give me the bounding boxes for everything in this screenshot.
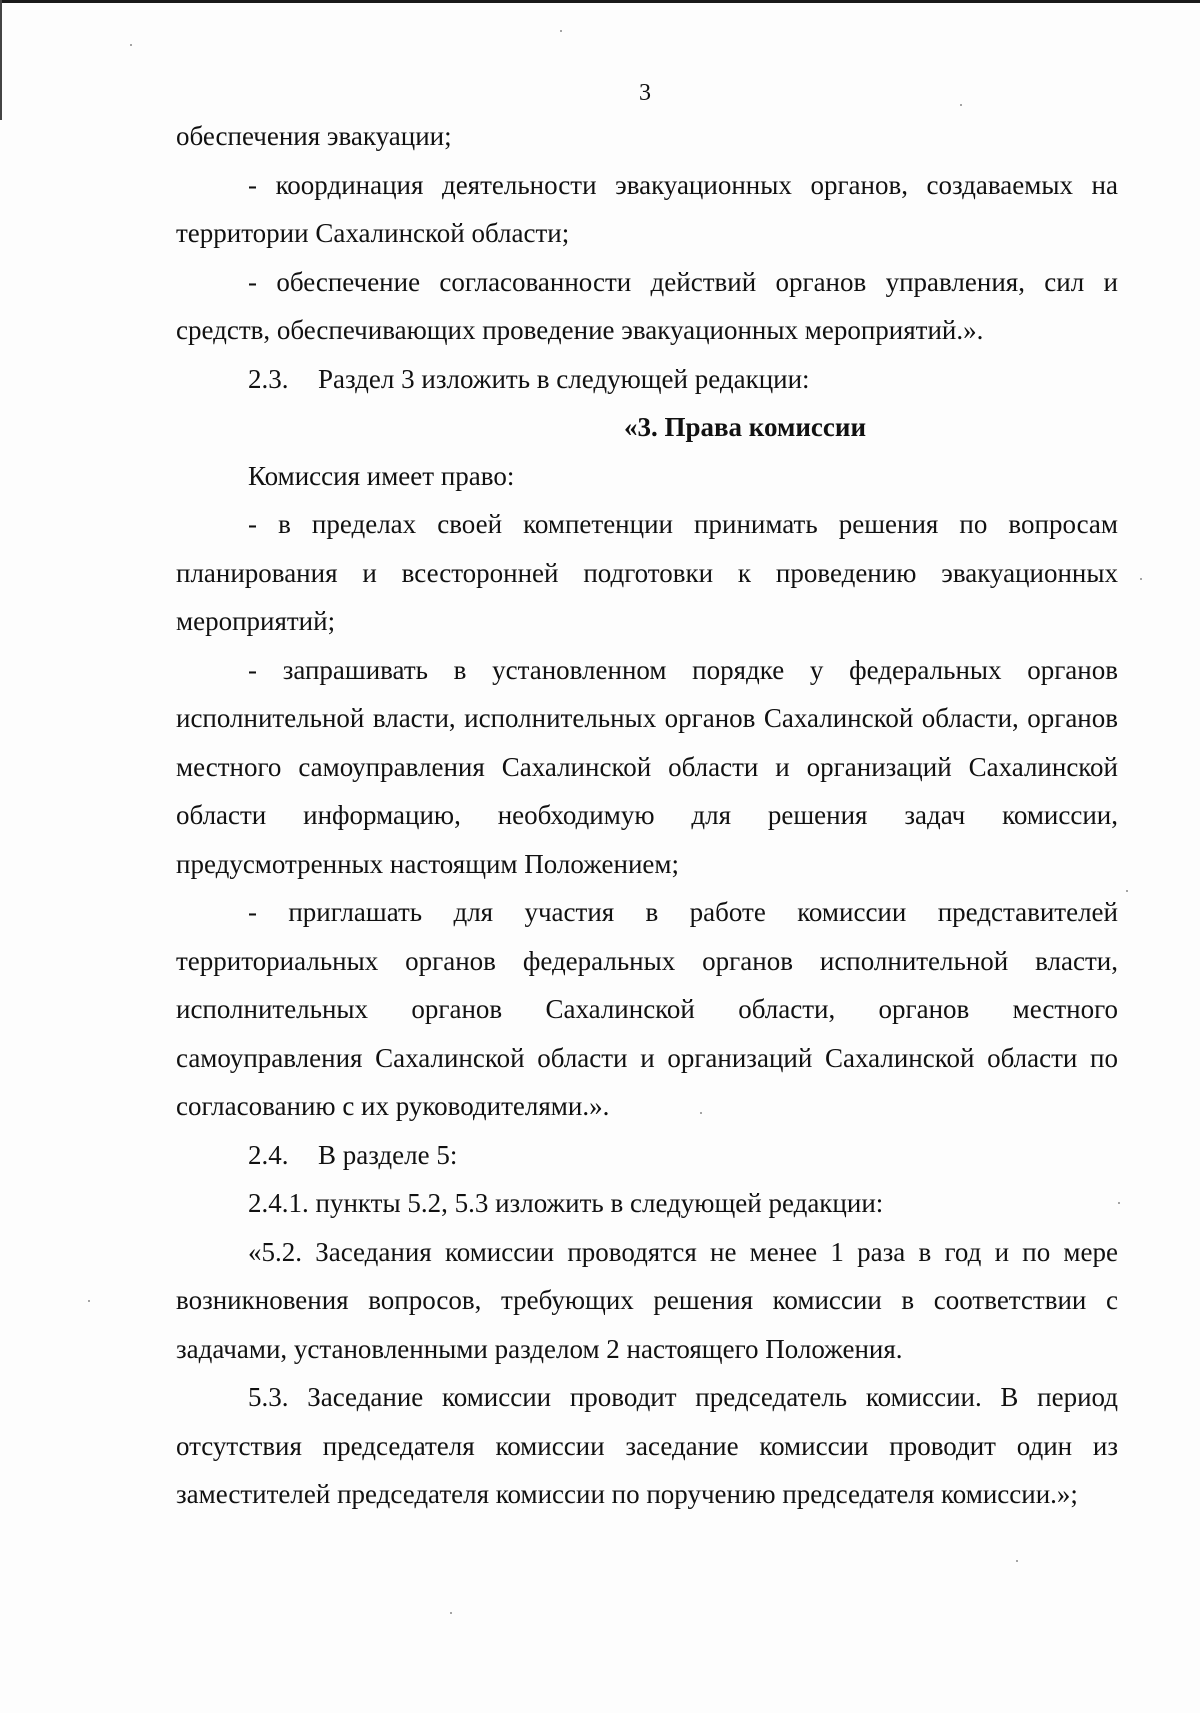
scan-speck [450, 1612, 452, 1614]
clause-text: Раздел 3 изложить в следующей редакции: [318, 363, 810, 394]
scan-speck [560, 30, 562, 32]
clause-2-4 [176, 1131, 1118, 1180]
clause-number: 2.4. [248, 1139, 289, 1170]
page-number: 3 [639, 80, 651, 106]
paragraph-5-2: «5.2. Заседания комиссии проводятся не менее 1 раза в год и по мере возникновения вопросов, требующих решения комиссии в соответствии с задачами, установленными разделом 2 настоящего Положения. [176, 1236, 1118, 1364]
clause-text: В разделе 5: [318, 1139, 458, 1170]
paragraph-coordination: - координация деятельности эвакуационных органов, создаваемых на территории Сахалинской области; [176, 169, 1118, 248]
paragraph-right-decisions: - в пределах своей компетенции принимать решения по вопросам планирования и всесторонней подготовки к проведению эвакуационных мероприятий; [176, 509, 1118, 636]
clause-2-4-1: 2.4.1. пункты 5.2, 5.3 изложить в следующей редакции: [248, 1188, 884, 1218]
scan-speck [960, 104, 962, 106]
scan-edge-top [0, 0, 1200, 3]
clause-2-3 [176, 355, 1118, 404]
clause-number: 2.3. [248, 363, 289, 394]
paragraph-rights-intro: Комиссия имеет право: [248, 460, 515, 491]
paragraph-consistency: - обеспечение согласованности действий органов управления, сил и средств, обеспечивающих проведение эвакуационных мероприятий.». [176, 266, 1118, 345]
scan-speck [130, 44, 132, 46]
scan-speck [1016, 1560, 1018, 1562]
paragraph-5-3: 5.3. Заседание комиссии проводит председатель комиссии. В период отсутствия председателя комиссии заседание комиссии проводит один из заместителей председателя комиссии по поручению председателя комиссии.»; [176, 1382, 1118, 1509]
document-body [176, 112, 1118, 1519]
paragraph-right-request: - запрашивать в установленном порядке у федеральных органов исполнительной власти, исполнительных органов Сахалинской области, органов местного самоуправления Сахалинской области и организаций Сахалинской области информацию, необходимую для решения задач комиссии, предусмотренных настоящим Положением; [176, 654, 1118, 879]
scan-speck [1118, 1202, 1120, 1204]
scan-speck [88, 1300, 90, 1302]
scan-speck [700, 1112, 702, 1114]
paragraph-right-invite: - приглашать для участия в работе комиссии представителей территориальных органов федеральных органов исполнительной власти, исполнительных органов Сахалинской области, органов местного самоуправления Сахалинской области и организаций Сахалинской области по согласованию с их руководителями.». [176, 897, 1118, 1121]
section-heading: «3. Права комиссии [623, 412, 867, 442]
scan-speck [1126, 890, 1128, 892]
scan-speck [1140, 578, 1142, 580]
paragraph-evacuation-support: обеспечения эвакуации; [176, 121, 452, 151]
